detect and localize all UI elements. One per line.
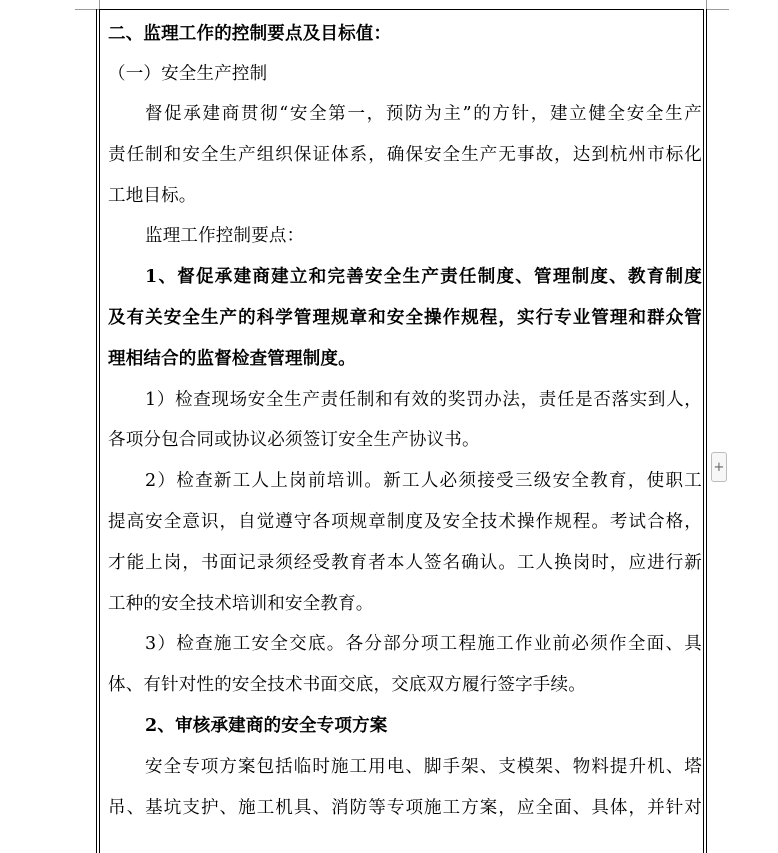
point1-heading-line-2: 及有关安全生产的科学管理规章和安全操作规程，实行专业管理和群众管 (108, 307, 702, 328)
item2-line-2: 提高安全意识，自觉遵守各项规章制度及安全技术操作规程。考试合格， (108, 511, 702, 532)
item1-line-2: 各项分包合同或协议必须签订安全生产协议书。 (108, 430, 480, 451)
subsection-heading: （一）安全生产控制 (108, 64, 268, 84)
point2-line-2: 吊、基坑支护、施工机具、消防等专项施工方案，应全面、具体，并针对 (108, 797, 702, 818)
intro-line-1: 督促承建商贯彻“安全第一，预防为主”的方针，建立健全安全生产 (145, 104, 702, 124)
point2-heading: 2、审核承建商的安全专项方案 (145, 715, 388, 736)
item2-line-3: 才能上岗，书面记录须经受教育者本人签名确认。工人换岗时，应进行新 (108, 552, 702, 573)
item3-line-2: 体、有针对性的安全技术书面交底，交底双方履行签字手续。 (108, 675, 586, 696)
item3-line-1: 3）检查施工安全交底。各分部分项工程施工作业前必须作全面、具 (145, 634, 702, 655)
intro-line-2: 责任制和安全生产组织保证体系，确保安全生产无事故，达到杭州市标化 (108, 144, 702, 165)
margin-crop-mark-right (706, 0, 729, 10)
item2-line-1: 2）检查新工人上岗前培训。新工人必须接受三级安全教育，使职工 (145, 471, 702, 492)
point2-line-1: 安全专项方案包括临时施工用电、脚手架、支模架、物料提升机、塔 (145, 756, 702, 777)
item2-line-4: 工种的安全技术培训和安全教育。 (108, 593, 374, 614)
intro-line-3: 工地目标。 (108, 185, 197, 206)
points-label: 监理工作控制要点： (145, 226, 305, 247)
plus-icon: + (713, 459, 725, 475)
table-cell-content[interactable] (108, 14, 702, 828)
point1-heading-line-1: 1、督促承建商建立和完善安全生产责任制度、管理制度、教育制度 (145, 267, 702, 288)
expand-handle-button[interactable] (711, 452, 727, 482)
section-heading: 二、监理工作的控制要点及目标值： (108, 24, 392, 44)
item1-line-1: 1）检查现场安全生产责任制和有效的奖罚办法，责任是否落实到人， (145, 389, 702, 410)
point1-heading-line-3: 理相结合的监督检查管理制度。 (108, 348, 356, 369)
